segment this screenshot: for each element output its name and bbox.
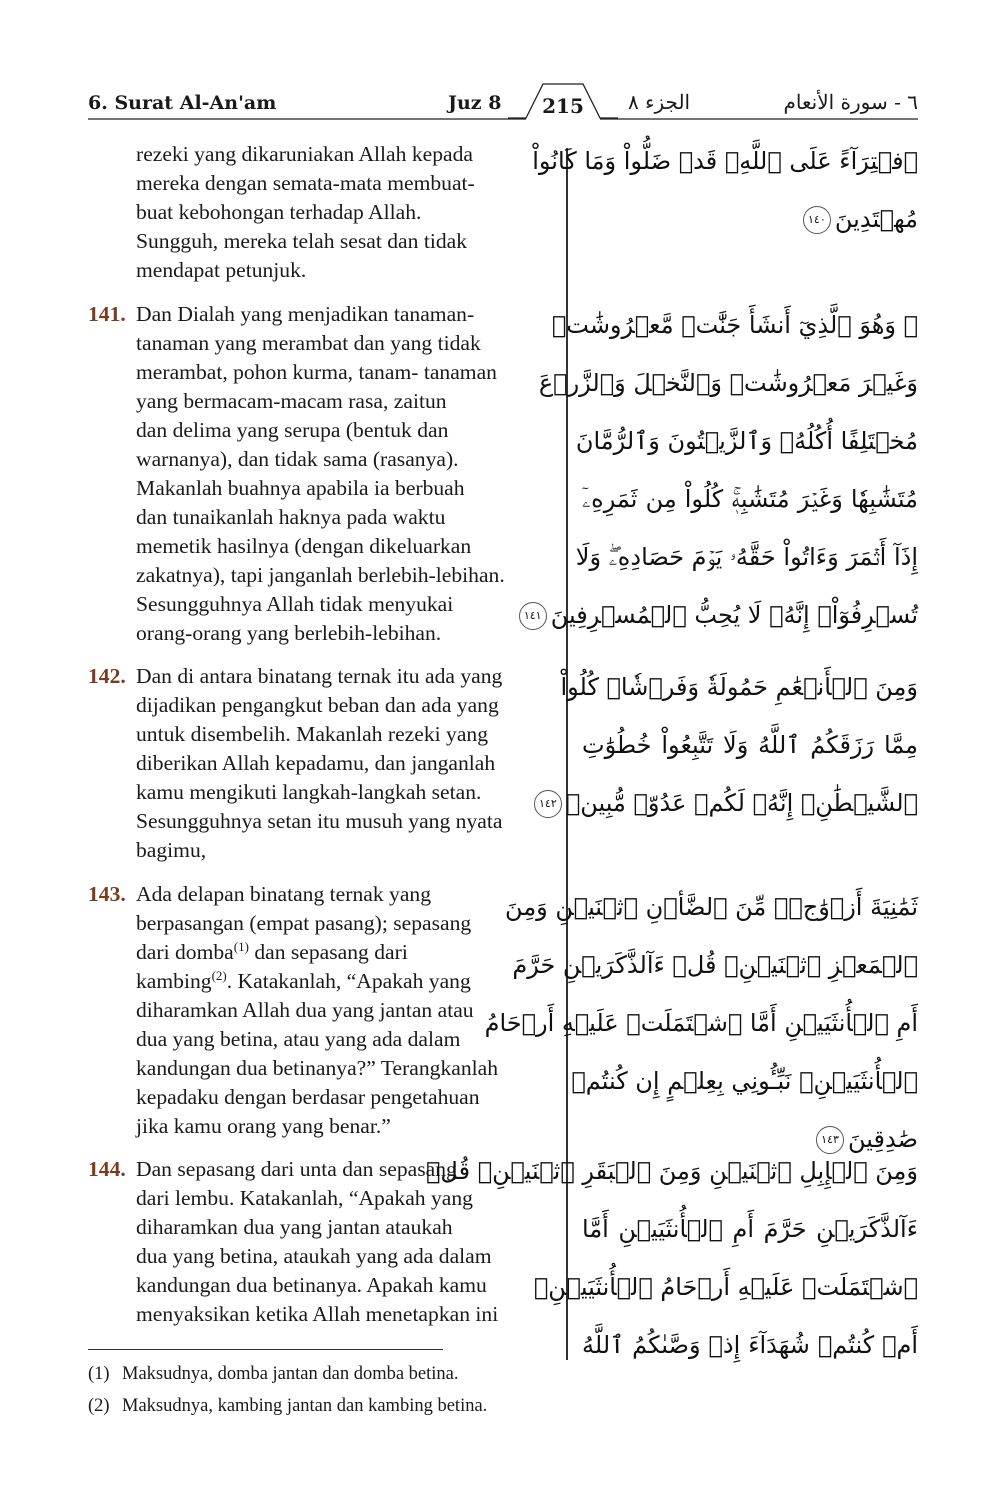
footnote-ref-2: (2): [211, 967, 227, 983]
arabic-line: أَمۡ كُنتُمۡ شُهَدَآءَ إِذۡ وَصَّىٰكُمُ ٱللَّهُ: [582, 1331, 918, 1359]
verse-number: 144.: [88, 1157, 126, 1181]
footnote-text: Maksudnya, domba jantan dan domba betina.: [122, 1364, 459, 1384]
arabic-verse-143: [484, 878, 918, 1168]
arabic-line: [523, 586, 918, 644]
footnote-number: (2): [88, 1396, 110, 1416]
text-line: [136, 938, 558, 967]
arabic-verse-141: [523, 296, 918, 644]
verse-number: 142.: [88, 664, 126, 688]
arabic-segment: صَٰدِقِينَ: [848, 1125, 918, 1153]
page-header: [88, 80, 918, 120]
verse-number: 143.: [88, 882, 126, 906]
ayah-end-marker: ١٤١: [519, 602, 547, 630]
arabic-line: ٱفۡتِرَآءً عَلَى ٱللَّهِۚ قَدۡ ضَلُّواْ وَمَا كَانُواْ: [532, 147, 918, 175]
arabic-line: ۞ وَهُوَ ٱلَّذِيٓ أَنشَأَ جَنَّٰتٖ مَّعۡرُوشَٰتٖ: [551, 311, 918, 339]
juz-label-latin: Juz 8: [448, 92, 502, 114]
arabic-line: ٱلۡمَعۡزِ ٱثۡنَيۡنِۗ قُلۡ ءَآلذَّكَرَيۡنِ حَرَّمَ: [512, 951, 918, 979]
text-line: kepadaku dengan berdasar pengetahuan: [136, 1085, 480, 1109]
text-line: diberikan Allah kepadamu, dan janganlah: [136, 751, 496, 775]
text-line: rezeki yang dikaruniakan Allah kepada: [136, 142, 473, 166]
arabic-line: وَمِنَ ٱلۡأَنۡعَٰمِ حَمُولَةٗ وَفَرۡشٗاۚ كُلُواْ: [560, 673, 918, 701]
arabic-line: ٱشۡتَمَلَتۡ عَلَيۡهِ أَرۡحَامُ ٱلۡأُنثَيَيۡنِۖ: [533, 1273, 918, 1301]
arabic-line: [582, 190, 918, 248]
text-line: warnanya), dan tidak sama (rasanya).: [136, 447, 459, 471]
arabic-segment: ٱلشَّيۡطَٰنِۚ إِنَّهُۥ لَكُمۡ عَدُوّٞ مُّبِينٞ: [565, 789, 918, 817]
arabic-line: ءَآلذَّكَرَيۡنِ حَرَّمَ أَمِ ٱلۡأُنثَيَيۡنِ أَمَّا: [582, 1215, 918, 1243]
text-line: Dan Dialah yang menjadikan tanaman-: [136, 302, 475, 326]
ayah-end-marker: ١٤٢: [534, 790, 562, 818]
text-line: memetik hasilnya (dengan dikeluarkan: [136, 534, 472, 558]
text-line: kamu mengikuti langkah-langkah setan.: [136, 780, 482, 804]
arabic-line: ٱلۡأُنثَيَيۡنِۖ نَبِّـُٔونِي بِعِلۡمٍ إِن كُنتُمۡ: [571, 1067, 918, 1095]
footnote-ref-1: (1): [233, 938, 249, 954]
arabic-segment: مُهۡتَدِينَ: [834, 205, 918, 233]
text-segment: . Katakanlah, “Apakah yang: [226, 969, 471, 993]
text-line: untuk disembelih. Makanlah rezeki yang: [136, 722, 488, 746]
translation-verse-142: [88, 662, 558, 865]
text-line: berpasangan (empat pasang); sepasang: [136, 911, 472, 935]
text-line: kandungan dua betinanya?” Terangkanlah: [136, 1056, 499, 1080]
text-segment: kambing: [136, 969, 212, 993]
text-line: Sesungguhnya setan itu musuh yang nyata: [136, 809, 503, 833]
text-line: dan delima yang serupa (bentuk dan: [136, 418, 449, 442]
text-line: dua yang betina, ataukah yang ada dalam: [136, 1244, 492, 1268]
arabic-continuation: [532, 132, 918, 248]
text-line: dan tunaikanlah haknya pada waktu: [136, 505, 446, 529]
verse-number: 141.: [88, 302, 126, 326]
text-line: Ada delapan binatang ternak yang: [136, 882, 431, 906]
footnote-text: Maksudnya, kambing jantan dan kambing betina.: [122, 1396, 488, 1416]
text-line: menyaksikan ketika Allah menetapkan ini: [136, 1302, 499, 1326]
ayah-end-marker: ١٤٠: [803, 206, 831, 234]
arabic-line: وَمِنَ ٱلۡإِبِلِ ٱثۡنَيۡنِ وَمِنَ ٱلۡبَقَرِ ٱثۡنَيۡنِۗ قُلۡ: [426, 1157, 918, 1185]
text-line: buat kebohongan terhadap Allah.: [136, 200, 422, 224]
arabic-segment: تُسۡرِفُوٓاْۚ إِنَّهُۥ لَا يُحِبُّ ٱلۡمُسۡرِفِينَ: [550, 601, 918, 629]
text-line: mereka dengan semata-mata membuat-: [136, 171, 475, 195]
surah-title-latin: 6. Surat Al-An'am: [88, 92, 277, 114]
footnote-1: [88, 1364, 459, 1385]
text-line: dua yang betina, atau yang ada dalam: [136, 1027, 461, 1051]
text-line: kandungan dua betinanya. Apakah kamu: [136, 1273, 487, 1297]
translation-continuation: [88, 140, 558, 285]
arabic-line: أَمِ ٱلۡأُنثَيَيۡنِ أَمَّا ٱشۡتَمَلَتۡ عَلَيۡهِ أَرۡحَامُ: [484, 1009, 918, 1037]
arabic-line: إِذَآ أَثۡمَرَ وَءَاتُواْ حَقَّهُۥ يَوۡمَ حَصَادِهِۦۖ وَلَا: [575, 543, 918, 571]
arabic-line: مِمَّا رَزَقَكُمُ ٱللَّهُ وَلَا تَتَّبِعُواْ خُطُوَٰتِ: [582, 731, 918, 759]
footnote-rule: [88, 1349, 443, 1350]
text-segment: dari domba: [136, 940, 234, 964]
arabic-verse-142: [539, 658, 918, 832]
text-line: mendapat petunjuk.: [136, 258, 307, 282]
juz-label-arabic: الجزء ٨: [628, 90, 691, 114]
text-line: tanaman yang merambat dan yang tidak: [136, 331, 481, 355]
text-line: dijadikan pengangkut beban dan ada yang: [136, 693, 499, 717]
arabic-line: مُتَشَٰبِهٗا وَغَيۡرَ مُتَشَٰبِهٖۚ كُلُواْ مِن ثَمَرِهِۦٓ: [582, 485, 918, 513]
text-line: zakatnya), tapi janganlah berlebih-lebihan.: [136, 563, 505, 587]
text-segment: dan sepasang dari: [248, 940, 408, 964]
footnote-number: (1): [88, 1364, 110, 1384]
translation-verse-141: [88, 300, 558, 648]
text-line: Dan di antara binatang ternak itu ada yang: [136, 664, 503, 688]
text-line: dari lembu. Katakanlah, “Apakah yang: [136, 1186, 473, 1210]
text-line: diharamkan dua yang jantan ataukah: [136, 1215, 453, 1239]
ayah-end-marker: ١٤٣: [816, 1126, 844, 1154]
arabic-line: وَغَيۡرَ مَعۡرُوشَٰتٖ وَٱلنَّخۡلَ وَٱلزَّرۡعَ: [538, 369, 918, 397]
text-line: diharamkan Allah dua yang jantan atau: [136, 998, 474, 1022]
page-number: 215: [542, 94, 584, 118]
surah-title-arabic: ٦ - سورة الأنعام: [783, 90, 918, 114]
arabic-verse-144: [426, 1142, 918, 1374]
footnote-2: [88, 1396, 487, 1417]
text-line: jika kamu orang yang benar.”: [136, 1114, 391, 1138]
text-line: yang bermacam-macam rasa, zaitun: [136, 389, 447, 413]
header-rule: [88, 118, 918, 120]
text-line: [136, 967, 558, 996]
text-line: Dan sepasang dari unta dan sepasang: [136, 1157, 457, 1181]
text-line: bagimu,: [136, 838, 207, 862]
text-line: Makanlah buahnya apabila ia berbuah: [136, 476, 465, 500]
arabic-line: [539, 774, 918, 832]
text-line: orang-orang yang berlebih-lebihan.: [136, 621, 442, 645]
arabic-line: ثَمَٰنِيَةَ أَزۡوَٰجٖۖ مِّنَ ٱلضَّأۡنِ ٱثۡنَيۡنِ وَمِنَ: [505, 893, 918, 921]
text-line: Sesungguhnya Allah tidak menyukai: [136, 592, 454, 616]
text-line: Sungguh, mereka telah sesat dan tidak: [136, 229, 468, 253]
text-line: merambat, pohon kurma, tanam- tanaman: [136, 360, 497, 384]
arabic-line: مُخۡتَلِفًا أُكُلُهُۥ وَٱلزَّيۡتُونَ وَٱلرُّمَّانَ: [575, 427, 918, 455]
